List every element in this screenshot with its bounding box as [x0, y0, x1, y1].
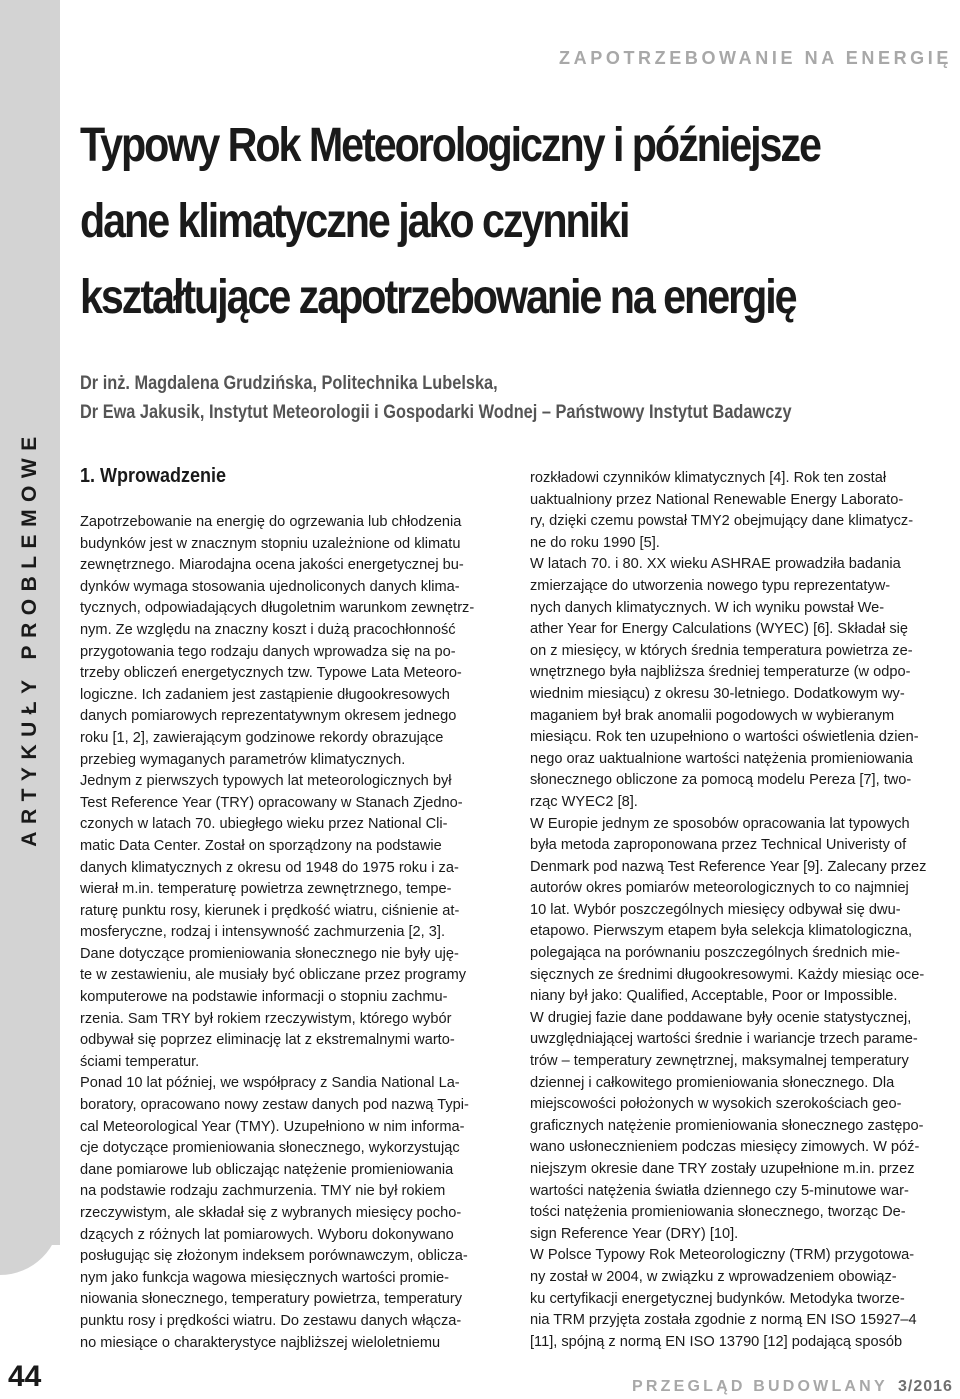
- text-line: ather Year for Energy Calculations (WYEC) [6]. Składał się: [530, 621, 908, 638]
- author-affiliations: [80, 369, 960, 427]
- text-line: Test Reference Year (TRY) opracowany w Stanach Zjedno-: [80, 794, 463, 811]
- text-line: matic Data Center. Został on sporządzony na podstawie: [80, 837, 442, 854]
- text-line: nego oraz uaktualnione wartości natężenia promieniowania: [530, 750, 913, 767]
- text-line: trzeby obliczeń energetycznych tzw. Typowe Lata Meteoro-: [80, 665, 462, 682]
- text-line: no miesiące o charakterystyce najbliższej wieloletniemu: [80, 1334, 441, 1351]
- text-line: wierał m.in. temperaturę powietrza zewnętrznego, tempe-: [80, 881, 452, 898]
- text-line: W drugiej fazie dane poddawane były ocenie statystycznej,: [530, 1009, 912, 1026]
- text-line: raturę punktu rosy, kierunek i prędkość wiatru, ciśnienie at-: [80, 902, 460, 919]
- title-line: Typowy Rok Meteorologiczny i późniejsze: [80, 119, 820, 172]
- text-line: wnętrznego była najbliższa średniej temperaturze (w odpo-: [530, 664, 911, 681]
- section-category-label: ARTYKUŁY PROBLEMOWE: [18, 429, 41, 847]
- text-line: uwzględniającej wartości średnie i wariancje trzech parame-: [530, 1031, 918, 1048]
- text-line: on z miesięcy, w których średnia temperatura powietrza ze-: [530, 642, 913, 659]
- text-line: rzeczywistym, ale składał się z wybranych miesięcy pocho-: [80, 1205, 462, 1221]
- text-line: sięcznych ze średnimi długookresowymi. Każdy miesiąc oce-: [530, 966, 925, 983]
- text-line: nych danych klimatycznych. W ich wyniku powstał We-: [530, 599, 885, 616]
- text-line: miesiącu. Rok ten uzupełniono o wartości oświetlenia dzien-: [530, 729, 919, 746]
- text-line: zewnętrznego. Miarodajna ocena jakości energetycznej bu-: [80, 557, 464, 574]
- text-line: nia TRM przyjęta została zgodnie z normą EN ISO 15927–4: [530, 1312, 917, 1329]
- text-line: logiczne. Ich zadaniem jest zastąpienie długookresowych: [80, 686, 450, 703]
- text-line: 10 lat. Wybór poszczególnych miesięcy odbywał się dwu-: [530, 901, 901, 918]
- text-line: tycznych, odpowiadających długoletnim warunkom zewnętrz-: [80, 600, 475, 617]
- text-line: dane pomiarowe lub obliczając natężenie promieniowania: [80, 1161, 454, 1178]
- text-line: wiednim miesiącu) z okresu 30-letniego. Dodatkowym wy-: [530, 685, 905, 702]
- text-line: ry, dzięki czemu powstał TMY2 obejmujący dane klimatycz-: [530, 513, 914, 530]
- text-line: [11], spójną z normą EN ISO 13790 [12] podającą sposób: [530, 1333, 903, 1350]
- text-line: Jednym z pierwszych typowych lat meteorologicznych był: [80, 773, 452, 790]
- text-line: wartości natężenia światła dziennego czy 5-minutowe war-: [530, 1182, 909, 1199]
- text-line: przebieg wymaganych parametrów klimatycznych.: [80, 751, 406, 768]
- section-heading: 1. Wprowadzenie: [80, 465, 227, 487]
- title-line: kształtujące zapotrzebowanie na energię: [80, 271, 796, 324]
- text-line: komputerowe na podstawie informacji o stopniu zachmu-: [80, 989, 448, 1006]
- text-line: dynków wymaga stosowania ujednoliconych danych klima-: [80, 578, 460, 595]
- text-line: Denmark pod nazwą Test Reference Year [9]. Zalecany przez: [530, 858, 927, 875]
- text-line: posługując się złożonym indeksem porównawczym, oblicza-: [80, 1248, 468, 1265]
- text-line: na podstawie rodzaju zachmurzenia. TMY nie był rokiem: [80, 1183, 446, 1200]
- author-line: Dr Ewa Jakusik, Instytut Meteorologii i Gospodarki Wodnej – Państwowy Instytut Badawczy: [80, 402, 792, 423]
- text-line: nym. Ze względu na znaczny koszt i dużą pracochłonność: [80, 621, 456, 638]
- page-number: 44: [8, 1360, 42, 1393]
- text-line: boratory, opracowano nowy zestaw danych pod nazwą Typi-: [80, 1097, 469, 1114]
- text-line: była metoda zaproponowana przez Technical Univeristy of: [530, 837, 907, 854]
- text-line: niejszym okresie dane TRY zostały uzupełnione m.in. przez: [530, 1161, 915, 1177]
- text-line: Zapotrzebowanie na energię do ogrzewania lub chłodzenia: [80, 514, 462, 530]
- text-line: Dane dotyczące promieniowania słonecznego nie były uję-: [80, 945, 459, 962]
- text-line: dziennej i całkowitego promieniowania słonecznego. Dla: [530, 1074, 895, 1091]
- text-line: miejscowości położonych w wysokich szerokościach geo-: [530, 1096, 902, 1113]
- text-line: ny został w 2004, w związku z wprowadzeniem obowiąz-: [530, 1268, 897, 1285]
- text-line: cje dotyczące promieniowania słonecznego, wykorzystując: [80, 1140, 460, 1157]
- text-line: autorów okres pomiarów meteorologicznych to co najmniej: [530, 880, 909, 897]
- text-line: ku certyfikacji energetycznej budynków. Metodyka tworze-: [530, 1290, 905, 1307]
- running-head: ZAPOTRZEBOWANIE NA ENERGIĘ: [559, 48, 952, 68]
- text-line: maganiem był brak anomalii pogodowych w wybieranym: [530, 707, 895, 724]
- text-line: uaktualniony przez National Renewable Energy Laborato-: [530, 491, 904, 508]
- journal-name: PRZEGLĄD BUDOWLANY: [632, 1378, 888, 1395]
- text-line: W Europie jednym ze sposobów opracowania lat typowych: [530, 815, 910, 832]
- text-line: nym jako funkcja wagowa miesięcznych wartości promie-: [80, 1269, 450, 1286]
- text-line: roku [1, 2], zawierającym godzinowe rekordy obrazujące: [80, 729, 444, 746]
- issue-number: 3/2016: [898, 1378, 953, 1395]
- text-line: rozkładowi czynników klimatycznych [4]. Rok ten został: [530, 470, 887, 486]
- text-line: W Polsce Typowy Rok Meteorologiczny (TRM) przygotowa-: [530, 1247, 915, 1264]
- text-line: trów – temperatury zewnętrznej, maksymalnej temperatury: [530, 1053, 909, 1070]
- title-line: dane klimatyczne jako czynniki: [80, 195, 629, 248]
- text-line: odbywał się poprzez eliminację lat z ekstremalnymi warto-: [80, 1032, 455, 1049]
- text-line: danych pomiarowych reprezentatywnym okresem jednego: [80, 708, 457, 725]
- text-line: zmierzające do utworzenia nowego typu reprezentatyw-: [530, 577, 891, 594]
- text-line: przygotowania tego rodzaju danych wprowadza się na po-: [80, 643, 456, 660]
- text-line: ne do roku 1990 [5].: [530, 534, 660, 551]
- text-line: te w zestawieniu, ale musiały być obliczane przez programy: [80, 967, 467, 984]
- text-line: danych klimatycznych z okresu od 1948 do 1975 roku i za-: [80, 859, 459, 876]
- text-line: Ponad 10 lat później, we współpracy z Sandia National La-: [80, 1075, 460, 1092]
- side-band-curve: [0, 1215, 60, 1275]
- text-line: ściami temperatur.: [80, 1053, 200, 1070]
- article-title: [80, 108, 940, 336]
- text-line: tości natężenia promieniowania słonecznego, tworząc De-: [530, 1204, 906, 1221]
- text-line: sign Reference Year (DRY) [10].: [530, 1225, 739, 1242]
- text-line: W latach 70. i 80. XX wieku ASHRAE prowadziła badania: [530, 556, 901, 573]
- text-line: rząc WYEC2 [8].: [530, 793, 638, 810]
- text-line: rzenia. Sam TRY był rokiem rzeczywistym, którego wybór: [80, 1010, 452, 1027]
- author-line: Dr inż. Magdalena Grudzińska, Politechnika Lubelska,: [80, 373, 498, 394]
- text-line: budynków jest w znacznym stopniu uzależnione od klimatu: [80, 535, 461, 552]
- text-line: etapowo. Pierwszym etapem była selekcja klimatologiczna,: [530, 923, 913, 940]
- text-line: niowania słonecznego, temperatury powietrza, temperatury: [80, 1291, 463, 1308]
- text-line: graficznych natężenie promieniowania słonecznego zastępo-: [530, 1117, 924, 1134]
- text-line: cal Meteorological Year (TMY). Uzupełniono w nim informa-: [80, 1118, 465, 1135]
- body-column-right: [530, 468, 958, 1353]
- text-line: mosferyczne, rodzaj i intensywność zachmurzenia [2, 3].: [80, 924, 446, 941]
- text-line: czonych w latach 70. ubiegłego wieku przez National Cli-: [80, 816, 448, 833]
- text-line: polegająca na porównaniu poszczególnych średnich mie-: [530, 945, 900, 962]
- text-line: słonecznego obliczone za pomocą modelu Pereza [7], two-: [530, 772, 912, 789]
- text-line: niany był jako: Qualified, Acceptable, Poor or Impossible.: [530, 988, 898, 1005]
- text-line: punktu rosy i prędkości wiatru. Do zestawu danych włącza-: [80, 1312, 462, 1329]
- text-line: wano usłonecznieniem podczas miesięcy zimowych. W póź-: [530, 1139, 920, 1156]
- text-line: dzących z różnych lat pomiarowych. Wyboru dokonywano: [80, 1226, 454, 1243]
- body-column-left: [80, 512, 508, 1354]
